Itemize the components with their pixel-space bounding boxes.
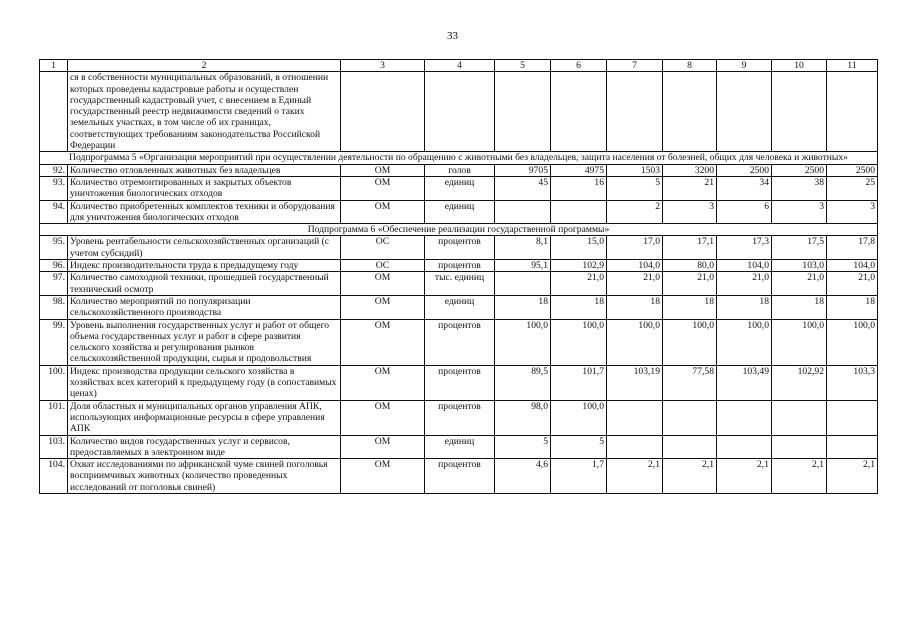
indicator-name: Количество отремонтированных и закрытых объектов уничтожения биологических отходов <box>68 176 341 200</box>
table-row <box>40 272 878 296</box>
value-cell: 101,7 <box>551 365 607 400</box>
value-cell: 4975 <box>551 164 607 176</box>
value-cell <box>495 272 551 296</box>
row-number: 104. <box>40 459 68 494</box>
indicator-type: ОМ <box>341 272 425 296</box>
value-cell: 2,1 <box>827 459 878 494</box>
value-cell: 5 <box>551 435 607 459</box>
value-cell: 25 <box>827 176 878 200</box>
value-cell: 102,92 <box>772 365 827 400</box>
header-row <box>40 60 878 72</box>
value-cell: 77,58 <box>663 365 717 400</box>
value-cell: 102,9 <box>551 260 607 272</box>
value-cell <box>663 400 717 435</box>
unit: единиц <box>425 295 495 319</box>
value-cell <box>717 400 772 435</box>
value-cell <box>772 435 827 459</box>
header-cell: 3 <box>341 60 425 72</box>
value-cell: 21,0 <box>607 272 663 296</box>
value-cell <box>607 400 663 435</box>
unit: голов <box>425 164 495 176</box>
indicator-type: ОМ <box>341 365 425 400</box>
value-cell <box>663 435 717 459</box>
value-cell: 104,0 <box>827 260 878 272</box>
value-cell: 3 <box>827 200 878 224</box>
row-number: 103. <box>40 435 68 459</box>
unit: единиц <box>425 200 495 224</box>
value-cell: 21,0 <box>663 272 717 296</box>
value-cell: 100,0 <box>663 319 717 365</box>
value-cell: 21,0 <box>772 272 827 296</box>
value-cell: 38 <box>772 176 827 200</box>
indicator-name: Охват исследованиями по африканской чуме свиней поголовья восприимчивых животных (количество проведенных исследований от поголовья свиней) <box>68 459 341 494</box>
header-cell: 5 <box>495 60 551 72</box>
value-cell: 104,0 <box>717 260 772 272</box>
header-cell: 7 <box>607 60 663 72</box>
header-cell: 2 <box>68 60 341 72</box>
table-row <box>40 435 878 459</box>
value-cell: 45 <box>495 176 551 200</box>
value-cell: 100,0 <box>772 319 827 365</box>
value-cell: 34 <box>717 176 772 200</box>
value-cell: 17,1 <box>663 236 717 260</box>
value-cell: 17,5 <box>772 236 827 260</box>
unit: процентов <box>425 459 495 494</box>
row-number: 94. <box>40 200 68 224</box>
value-cell: 100,0 <box>827 319 878 365</box>
value-cell: 1503 <box>607 164 663 176</box>
page-number: 33 <box>447 30 458 42</box>
row-number: 92. <box>40 164 68 176</box>
value-cell: 1,7 <box>551 459 607 494</box>
value-cell <box>551 200 607 224</box>
indicator-type: ОМ <box>341 400 425 435</box>
indicator-name: Доля областных и муниципальных органов управления АПК, использующих информационные ресурсы в сфере управления АПК <box>68 400 341 435</box>
value-cell: 103,3 <box>827 365 878 400</box>
subprogram-row <box>40 224 878 236</box>
value-cell: 100,0 <box>551 319 607 365</box>
unit: процентов <box>425 400 495 435</box>
unit: процентов <box>425 365 495 400</box>
subprogram-row <box>40 152 878 164</box>
row-number: 100. <box>40 365 68 400</box>
value-cell: 18 <box>607 295 663 319</box>
value-cell: 15,0 <box>551 236 607 260</box>
indicator-name: Количество приобретенных комплектов техники и оборудования для уничтожения биологических отходов <box>68 200 341 224</box>
indicator-type: ОМ <box>341 319 425 365</box>
table-row <box>40 365 878 400</box>
header-cell: 4 <box>425 60 495 72</box>
value-cell: 2 <box>607 200 663 224</box>
value-cell: 100,0 <box>607 319 663 365</box>
value-cell: 17,0 <box>607 236 663 260</box>
value-cell: 8,1 <box>495 236 551 260</box>
value-cell: 3 <box>772 200 827 224</box>
indicator-type: ОМ <box>341 200 425 224</box>
unit: единиц <box>425 176 495 200</box>
value-cell: 2500 <box>717 164 772 176</box>
value-cell: 100,0 <box>495 319 551 365</box>
value-cell: 21,0 <box>717 272 772 296</box>
indicator-type: ОМ <box>341 295 425 319</box>
table-row <box>40 319 878 365</box>
indicator-name: Количество видов государственных услуг и сервисов, предоставляемых в электронном виде <box>68 435 341 459</box>
unit: процентов <box>425 236 495 260</box>
value-cell <box>827 400 878 435</box>
indicator-type: ОМ <box>341 176 425 200</box>
table-row <box>40 295 878 319</box>
row-number: 97. <box>40 272 68 296</box>
indicator-name: Уровень рентабельности сельскохозяйственных организаций (с учетом субсидий) <box>68 236 341 260</box>
indicator-name: Количество отловленных животных без владельцев <box>68 164 341 176</box>
value-cell: 89,5 <box>495 365 551 400</box>
value-cell: 103,0 <box>772 260 827 272</box>
row-number: 101. <box>40 400 68 435</box>
value-cell: 100,0 <box>717 319 772 365</box>
row-number: 93. <box>40 176 68 200</box>
value-cell <box>495 200 551 224</box>
header-cell: 1 <box>40 60 68 72</box>
row-number: 99. <box>40 319 68 365</box>
indicator-type: ОМ <box>341 435 425 459</box>
indicators-table <box>39 59 878 494</box>
indicator-type: ОС <box>341 236 425 260</box>
value-cell: 18 <box>495 295 551 319</box>
value-cell: 100,0 <box>551 400 607 435</box>
value-cell: 4,6 <box>495 459 551 494</box>
subprogram-title: Подпрограмма 5 «Организация мероприятий при осуществлении деятельности по обращению с животными без владельцев, защита населения от болезней, общих для человека и животных» <box>40 152 878 164</box>
row-number: 95. <box>40 236 68 260</box>
value-cell: 18 <box>663 295 717 319</box>
value-cell: 17,3 <box>717 236 772 260</box>
header-cell: 10 <box>772 60 827 72</box>
header-cell: 9 <box>717 60 772 72</box>
value-cell <box>607 435 663 459</box>
value-cell: 3200 <box>663 164 717 176</box>
unit: единиц <box>425 435 495 459</box>
value-cell: 9705 <box>495 164 551 176</box>
value-cell: 95,1 <box>495 260 551 272</box>
value-cell: 103,49 <box>717 365 772 400</box>
value-cell <box>772 400 827 435</box>
value-cell: 5 <box>607 176 663 200</box>
value-cell: 21,0 <box>551 272 607 296</box>
row-number: 98. <box>40 295 68 319</box>
value-cell: 6 <box>717 200 772 224</box>
value-cell: 18 <box>827 295 878 319</box>
table-row <box>40 459 878 494</box>
value-cell: 18 <box>717 295 772 319</box>
subprogram-title: Подпрограмма 6 «Обеспечение реализации государственной программы» <box>40 224 878 236</box>
unit: тыс. единиц <box>425 272 495 296</box>
value-cell: 2,1 <box>663 459 717 494</box>
row-number: 96. <box>40 260 68 272</box>
continuation-text: ся в собственности муниципальных образований, в отношении которых проведены кадастровые работы и осуществлен государственный кадастровый учет, с внесением в Единый государственный реестр недвижимости сведений о таких земельных участках, в том числе об их границах, соответствующих требованиям законодательства Российской Федерации <box>68 72 341 152</box>
value-cell: 2500 <box>827 164 878 176</box>
table-row <box>40 400 878 435</box>
table-row <box>40 200 878 224</box>
indicator-name: Количество самоходной техники, прошедшей государственный технический осмотр <box>68 272 341 296</box>
unit: процентов <box>425 319 495 365</box>
header-cell: 8 <box>663 60 717 72</box>
value-cell: 17,8 <box>827 236 878 260</box>
value-cell: 18 <box>772 295 827 319</box>
value-cell: 2,1 <box>772 459 827 494</box>
table-row <box>40 260 878 272</box>
indicator-name: Количество мероприятий по популяризации сельскохозяйственного производства <box>68 295 341 319</box>
value-cell: 3 <box>663 200 717 224</box>
table-row <box>40 164 878 176</box>
value-cell: 98,0 <box>495 400 551 435</box>
value-cell: 5 <box>495 435 551 459</box>
value-cell: 21 <box>663 176 717 200</box>
value-cell: 104,0 <box>607 260 663 272</box>
value-cell <box>717 435 772 459</box>
table-row <box>40 236 878 260</box>
indicator-type: ОМ <box>341 459 425 494</box>
value-cell: 18 <box>551 295 607 319</box>
indicator-name: Индекс производительности труда к предыдущему году <box>68 260 341 272</box>
indicator-type: ОС <box>341 260 425 272</box>
continuation-row <box>40 72 878 152</box>
indicator-name: Уровень выполнения государственных услуг и работ от общего объема государственных услуг и работ в сфере развития сельского хозяйства и регулирования рынков сельскохозяйственной продукции, сырья и продовольствия <box>68 319 341 365</box>
table-row <box>40 176 878 200</box>
value-cell: 16 <box>551 176 607 200</box>
unit: процентов <box>425 260 495 272</box>
value-cell: 2,1 <box>607 459 663 494</box>
value-cell <box>827 435 878 459</box>
value-cell: 2,1 <box>717 459 772 494</box>
value-cell: 21,0 <box>827 272 878 296</box>
value-cell: 103,19 <box>607 365 663 400</box>
value-cell: 80,0 <box>663 260 717 272</box>
indicator-name: Индекс производства продукции сельского хозяйства в хозяйствах всех категорий к предыдущему году (в сопоставимых ценах) <box>68 365 341 400</box>
header-cell: 11 <box>827 60 878 72</box>
value-cell: 2500 <box>772 164 827 176</box>
indicator-type: ОМ <box>341 164 425 176</box>
header-cell: 6 <box>551 60 607 72</box>
